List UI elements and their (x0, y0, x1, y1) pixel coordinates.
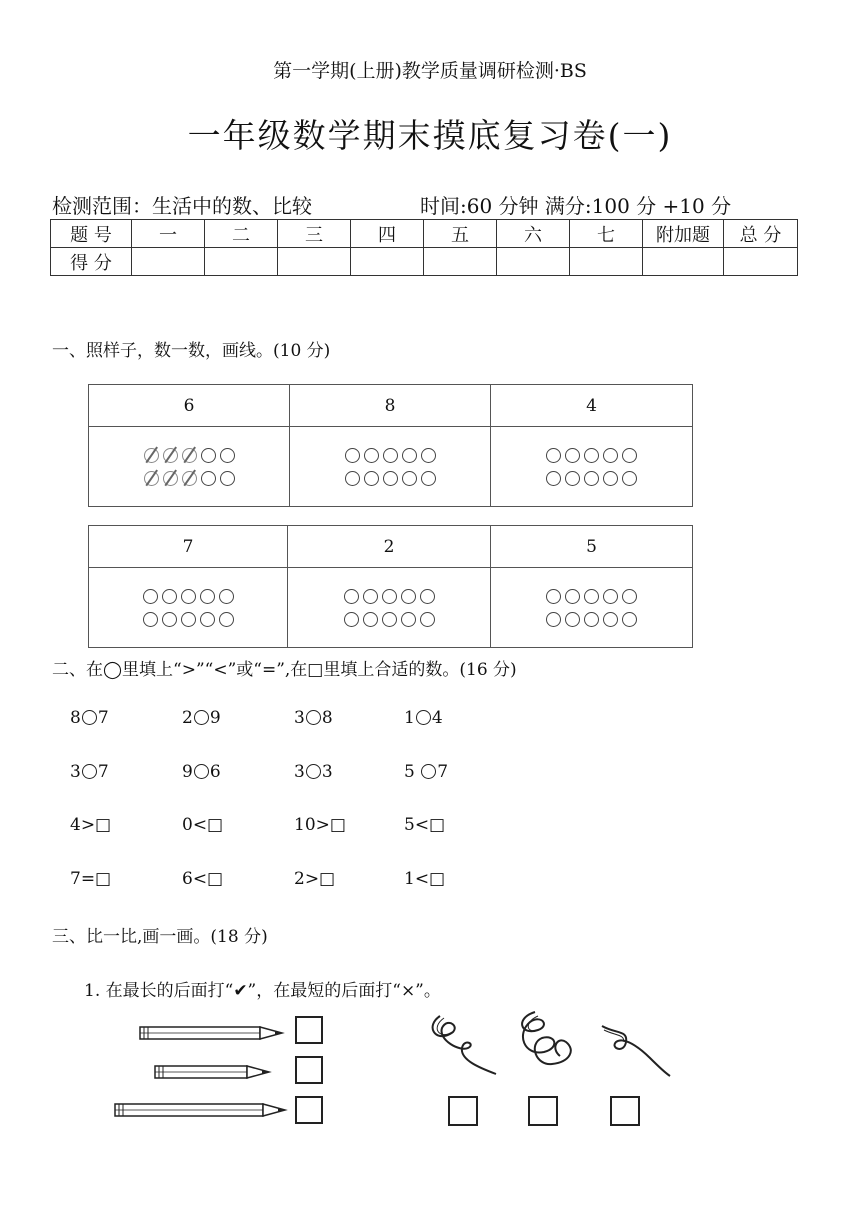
pencil-icon (155, 1066, 269, 1078)
circle-row (345, 471, 436, 486)
circle-icon (344, 612, 359, 627)
circle-icon (565, 448, 580, 463)
circle-icon (546, 448, 561, 463)
circle-row (344, 612, 435, 627)
circle-row (144, 471, 235, 486)
crossed-circle-icon (182, 448, 197, 463)
ribbons-figure (420, 1008, 680, 1088)
comparison-item (182, 708, 221, 728)
circle-icon (584, 448, 599, 463)
right-number: 8 (321, 708, 333, 728)
circle-icon (219, 612, 234, 627)
comparison-item (294, 708, 333, 728)
score-header-cell: 一 (132, 220, 205, 248)
comparison-item (70, 708, 109, 728)
ribbon-icon (522, 1012, 571, 1064)
left-number: 8 (70, 708, 81, 728)
circle-icon (565, 612, 580, 627)
circle-icon (219, 589, 234, 604)
score-header-cell: 二 (205, 220, 278, 248)
answer-circle[interactable] (306, 710, 321, 725)
time-and-score: 时间:60 分钟 满分:100 分 +10 分 (420, 194, 732, 218)
circle-row (345, 448, 436, 463)
circle-icon (546, 471, 561, 486)
exam-info-line (52, 190, 797, 219)
crossed-circle-icon (144, 448, 159, 463)
circle-icon (345, 448, 360, 463)
count-header: 5 (491, 526, 693, 568)
fill-in-item: 0<□ (182, 815, 224, 835)
section-2-title: 二、在◯里填上“>”“<”或“=”,在□里填上合适的数。(16 分) (52, 660, 517, 680)
ribbon-icon (433, 1016, 496, 1074)
answer-box[interactable] (295, 1016, 323, 1044)
circle-row (546, 471, 637, 486)
circle-icon (181, 589, 196, 604)
score-row-label: 得 分 (51, 248, 132, 276)
score-input-cell[interactable] (351, 248, 424, 276)
section-3-title: 三、比一比,画一画。(18 分) (52, 927, 268, 947)
fill-in-item: 4>□ (70, 815, 112, 835)
score-input-cell[interactable] (497, 248, 570, 276)
right-number: 4 (431, 708, 443, 728)
fill-in-item: 5<□ (404, 815, 446, 835)
circle-row (143, 589, 234, 604)
right-number: 7 (437, 762, 449, 782)
count-table-2 (88, 525, 693, 648)
score-input-cell[interactable] (643, 248, 724, 276)
answer-box[interactable] (295, 1096, 323, 1124)
answer-circle[interactable] (306, 764, 321, 779)
left-number: 2 (182, 708, 193, 728)
comparison-item (70, 762, 109, 782)
left-number: 9 (182, 762, 193, 782)
circle-group-cell (89, 568, 288, 648)
exam-title: 一年级数学期末摸底复习卷(一) (187, 116, 673, 155)
circle-icon (622, 471, 637, 486)
fill-in-item: 7=□ (70, 869, 112, 889)
crossed-circle-icon (144, 471, 159, 486)
circle-icon (420, 589, 435, 604)
circle-icon (364, 448, 379, 463)
answer-box[interactable] (295, 1056, 323, 1084)
circle-group-cell (491, 568, 693, 648)
answer-box[interactable] (610, 1096, 640, 1126)
circle-icon (402, 448, 417, 463)
circle-icon (421, 448, 436, 463)
count-table-1 (88, 384, 693, 507)
score-header-cell: 三 (278, 220, 351, 248)
crossed-circle-icon (182, 471, 197, 486)
section-1-title: 一、照样子，数一数，画线。(10 分) (52, 341, 331, 361)
answer-circle[interactable] (194, 764, 209, 779)
score-input-cell[interactable] (570, 248, 643, 276)
circle-row (143, 612, 234, 627)
fill-in-item: 6<□ (182, 869, 224, 889)
score-table (50, 219, 798, 276)
circle-icon (220, 471, 235, 486)
circle-icon (603, 448, 618, 463)
comparison-item (404, 762, 448, 782)
circle-icon (364, 471, 379, 486)
pencil-icon (140, 1027, 282, 1039)
circle-icon (220, 448, 235, 463)
score-input-cell[interactable] (278, 248, 351, 276)
answer-circle[interactable] (416, 710, 431, 725)
circle-icon (565, 589, 580, 604)
circle-icon (565, 471, 580, 486)
count-header: 4 (491, 385, 693, 427)
circle-icon (622, 448, 637, 463)
circle-icon (402, 471, 417, 486)
circle-icon (622, 589, 637, 604)
circle-icon (421, 471, 436, 486)
ribbon-icon (602, 1026, 670, 1076)
answer-circle[interactable] (421, 764, 436, 779)
circle-icon (363, 589, 378, 604)
answer-box[interactable] (528, 1096, 558, 1126)
left-number: 3 (294, 708, 305, 728)
score-header-cell: 五 (424, 220, 497, 248)
circle-icon (181, 612, 196, 627)
circle-icon (200, 612, 215, 627)
circle-icon (603, 589, 618, 604)
circle-icon (345, 471, 360, 486)
circle-row (546, 612, 637, 627)
circle-icon (420, 612, 435, 627)
right-number: 9 (209, 708, 221, 728)
circle-icon (363, 612, 378, 627)
crossed-circle-icon (163, 471, 178, 486)
circle-icon (200, 589, 215, 604)
circle-icon (546, 612, 561, 627)
score-input-cell[interactable] (424, 248, 497, 276)
circle-icon (546, 589, 561, 604)
circle-icon (383, 448, 398, 463)
circle-group-cell (491, 427, 693, 507)
circle-group-cell (89, 427, 290, 507)
circle-icon (584, 612, 599, 627)
circle-icon (143, 589, 158, 604)
answer-circle[interactable] (82, 710, 97, 725)
comparison-item (404, 708, 443, 728)
score-header-cell: 题 号 (51, 220, 132, 248)
circle-icon (382, 612, 397, 627)
circle-icon (401, 612, 416, 627)
circle-icon (383, 471, 398, 486)
circle-row (546, 448, 637, 463)
left-number: 3 (294, 762, 305, 782)
right-number: 6 (209, 762, 221, 782)
score-input-cell[interactable] (132, 248, 205, 276)
score-header-cell: 六 (497, 220, 570, 248)
count-header: 6 (89, 385, 290, 427)
circle-icon (201, 448, 216, 463)
circle-icon (584, 589, 599, 604)
circle-icon (143, 612, 158, 627)
circle-row (344, 589, 435, 604)
answer-circle[interactable] (82, 764, 97, 779)
circle-icon (603, 612, 618, 627)
count-header: 8 (290, 385, 491, 427)
score-header-cell: 总 分 (724, 220, 798, 248)
answer-box[interactable] (448, 1096, 478, 1126)
circle-group-cell (288, 568, 491, 648)
exam-subtitle: 第一学期(上册)教学质量调研检测·BS (273, 60, 587, 82)
score-header-cell: 附加题 (643, 220, 724, 248)
comparison-item (182, 762, 221, 782)
circle-row (546, 589, 637, 604)
fill-in-item: 2>□ (294, 869, 336, 889)
circle-icon (344, 589, 359, 604)
left-number: 3 (70, 762, 81, 782)
circle-icon (603, 471, 618, 486)
comparison-item (294, 762, 333, 782)
circle-group-cell (290, 427, 491, 507)
circle-icon (382, 589, 397, 604)
circle-icon (401, 589, 416, 604)
score-input-cell[interactable] (724, 248, 798, 276)
left-number: 1 (404, 708, 415, 728)
left-number: 5 (404, 762, 421, 782)
count-header: 2 (288, 526, 491, 568)
right-number: 7 (97, 762, 109, 782)
circle-icon (584, 471, 599, 486)
pencil-icon (115, 1104, 285, 1116)
right-number: 3 (321, 762, 333, 782)
circle-icon (162, 589, 177, 604)
score-header-cell: 七 (570, 220, 643, 248)
answer-circle[interactable] (194, 710, 209, 725)
circle-icon (622, 612, 637, 627)
circle-icon (201, 471, 216, 486)
count-header: 7 (89, 526, 288, 568)
score-header-cell: 四 (351, 220, 424, 248)
test-scope: 检测范围：生活中的数、比较 (52, 194, 312, 218)
question-3-1: 1. 在最长的后面打“✔”，在最短的后面打“×”。 (84, 981, 441, 1001)
circle-row (144, 448, 235, 463)
crossed-circle-icon (163, 448, 178, 463)
right-number: 7 (97, 708, 109, 728)
score-input-cell[interactable] (205, 248, 278, 276)
circle-icon (162, 612, 177, 627)
fill-in-item: 10>□ (294, 815, 346, 835)
fill-in-item: 1<□ (404, 869, 446, 889)
pencils-figure (110, 1012, 300, 1132)
